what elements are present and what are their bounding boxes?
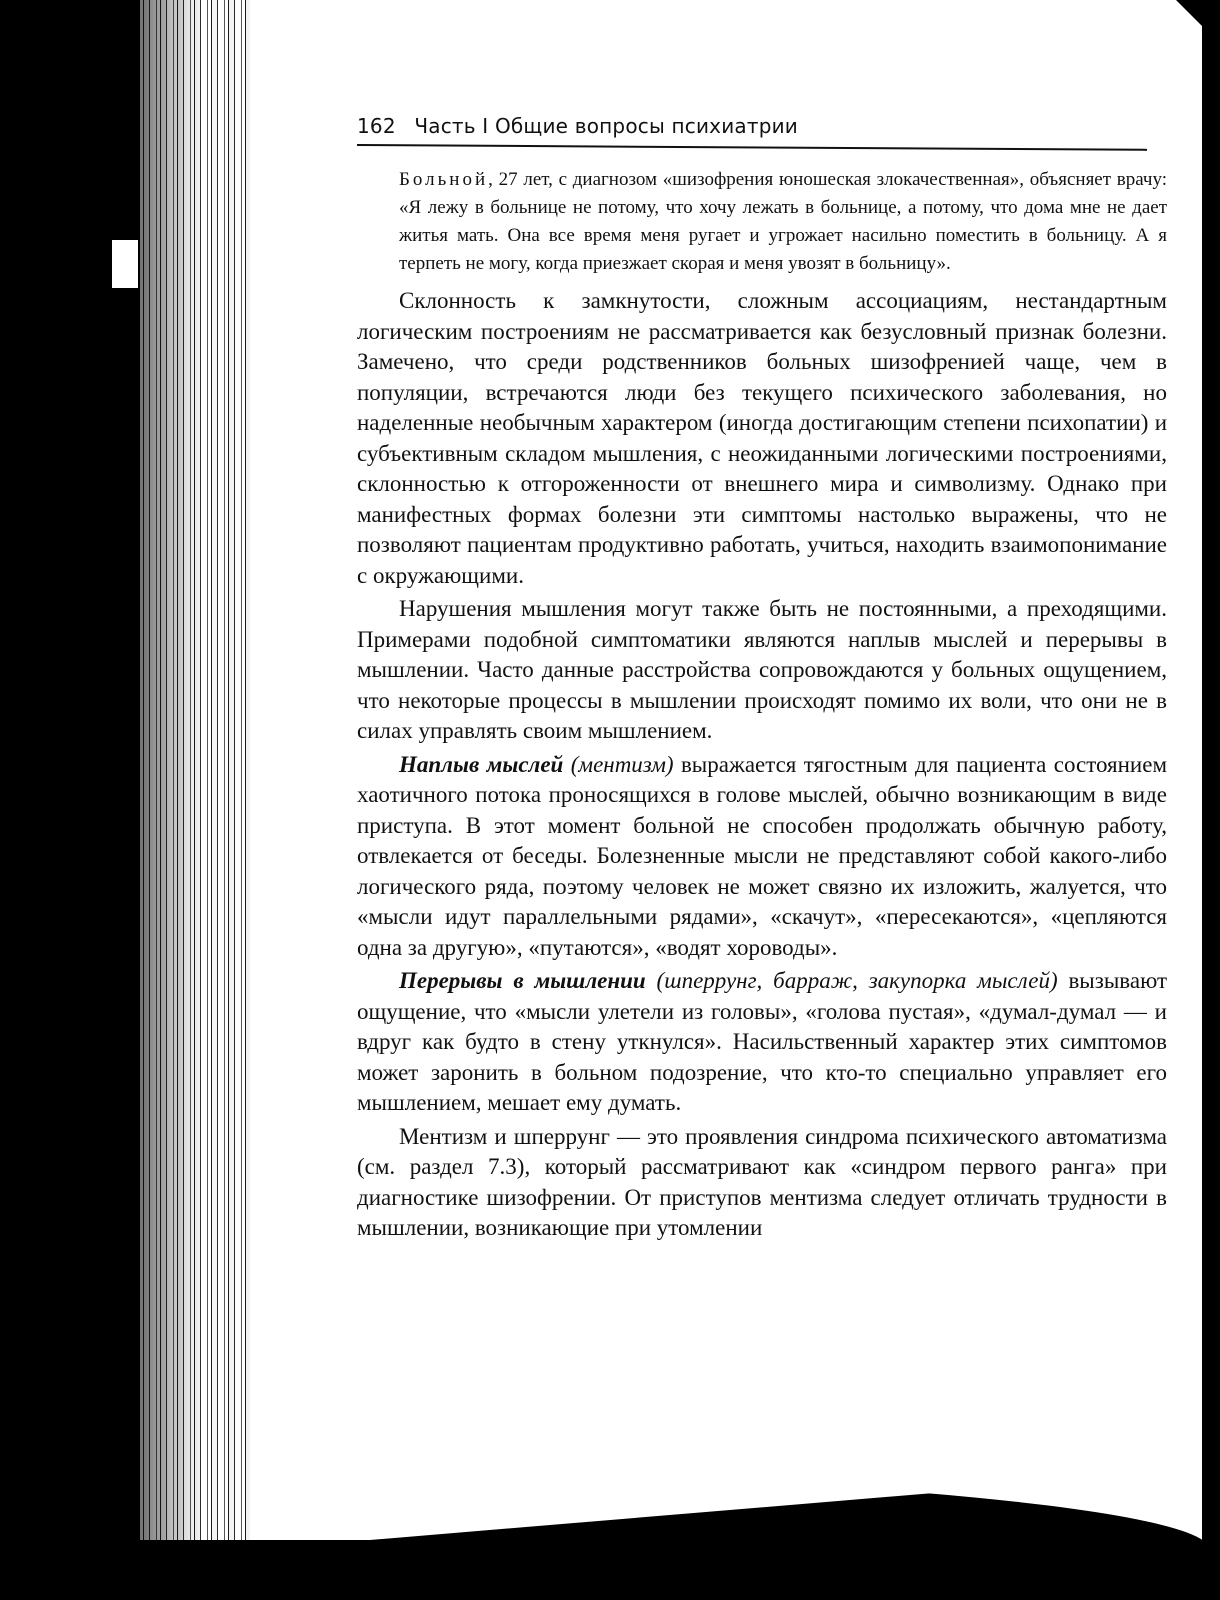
page-number: 162 xyxy=(357,114,396,138)
text-column xyxy=(357,166,1167,1247)
corner-mark xyxy=(1176,0,1202,26)
paragraph-text: Нарушения мышления могут также быть не постоянными, а преходящими. Примерами подобной симптоматики являются наплыв мыслей и перерывы в мышлении. Часто данные расстройства сопровождаются у больных ощущением, что некоторые процессы в мышлении происходят помимо их воли, что они не в силах управлять своим мышлением. xyxy=(357,596,1167,743)
term-mentism: Наплыв мыслей xyxy=(399,751,564,777)
term-note: (ментизм) xyxy=(563,751,674,777)
case-lead: Больной xyxy=(399,169,489,190)
page-curve-shadow xyxy=(250,1470,1210,1550)
paragraph-text: выражается тягостным для пациента состоянием хаотичного потока проносящихся в голове мыслей, обычно возникающим в виде приступа. В этот момент больной не способен продолжать обычную работу, отвлекается от беседы. Болезненные мысли не представляют собой какого-либо логического ряда, поэтому человек не может связно их изложить, жалуется, что «мысли идут параллельными рядами», «скачут», «пересекаются», «цепляются одна за другую», «путаются», «водят хороводы». xyxy=(357,751,1167,960)
gutter-shadow xyxy=(140,0,200,1540)
running-header xyxy=(357,114,1177,138)
scanner-margin-right xyxy=(1202,0,1220,1600)
paragraph-2 xyxy=(357,594,1167,747)
paragraph-4 xyxy=(357,966,1167,1119)
paragraph-text: Склонность к замкнутости, сложным ассоциациям, нестандартным логическим построениям не рассматривается как безусловный признак болезни. Замечено, что среди родственников больных шизофренией чаще, чем в популяции, встречаются люди без текущего психического заболевания, но наделенные необычным характером (иногда достигающим степени психопатии) и субъективным складом мышления, с неожиданными логическими построениями, склонностью к отгороженности от внешнего мира и символизму. Однако при манифестных формах болезни эти симптомы настолько выражены, что не позволяют пациентам продуктивно работать, учиться, находить взаимопонимание с окружающими. xyxy=(357,288,1167,588)
paragraph-text: вызывают ощущение, что «мысли улетели из головы», «голова пустая», «думал-думал — и вдруг как будто в стену уткнулся». Насильственный характер этих симптомов может заронить в больном подозрение, что кто-то специально управляет его мышлением, мешает ему думать. xyxy=(357,968,1167,1115)
paragraph-1 xyxy=(357,286,1167,591)
paragraph-5 xyxy=(357,1122,1167,1244)
scanner-margin-bottom xyxy=(0,1540,1220,1600)
scan-artifact xyxy=(112,240,138,288)
paragraph-text: Ментизм и шперрунг — это проявления синдрома психического автоматизма (см. раздел 7.3), который рассматривают как «синдром первого ранга» при диагностике шизофрении. От приступов ментизма следует отличать трудности в мышлении, возникающие при утомлении xyxy=(357,1123,1167,1240)
term-note: (шперрунг, барраж, закупорка мыслей) xyxy=(645,968,1058,993)
paragraph-3 xyxy=(357,750,1167,964)
header-rule xyxy=(357,144,1147,151)
term-sperrung: Перерывы в мышлении xyxy=(399,968,646,993)
case-example xyxy=(357,166,1167,278)
case-text: , 27 лет, с диагнозом «шизофрения юношеская злокачественная», объясняет врачу: «Я лежу в больнице не потому, что хочу лежать в больнице, а потому, что дома мне не дает житья мать. Она все время меня ругает и угрожает насильно поместить в больницу. А я терпеть не могу, когда приезжает скорая и меня увозят в больницу». xyxy=(399,169,1167,274)
running-title: Часть I Общие вопросы психиатрии xyxy=(414,114,799,138)
